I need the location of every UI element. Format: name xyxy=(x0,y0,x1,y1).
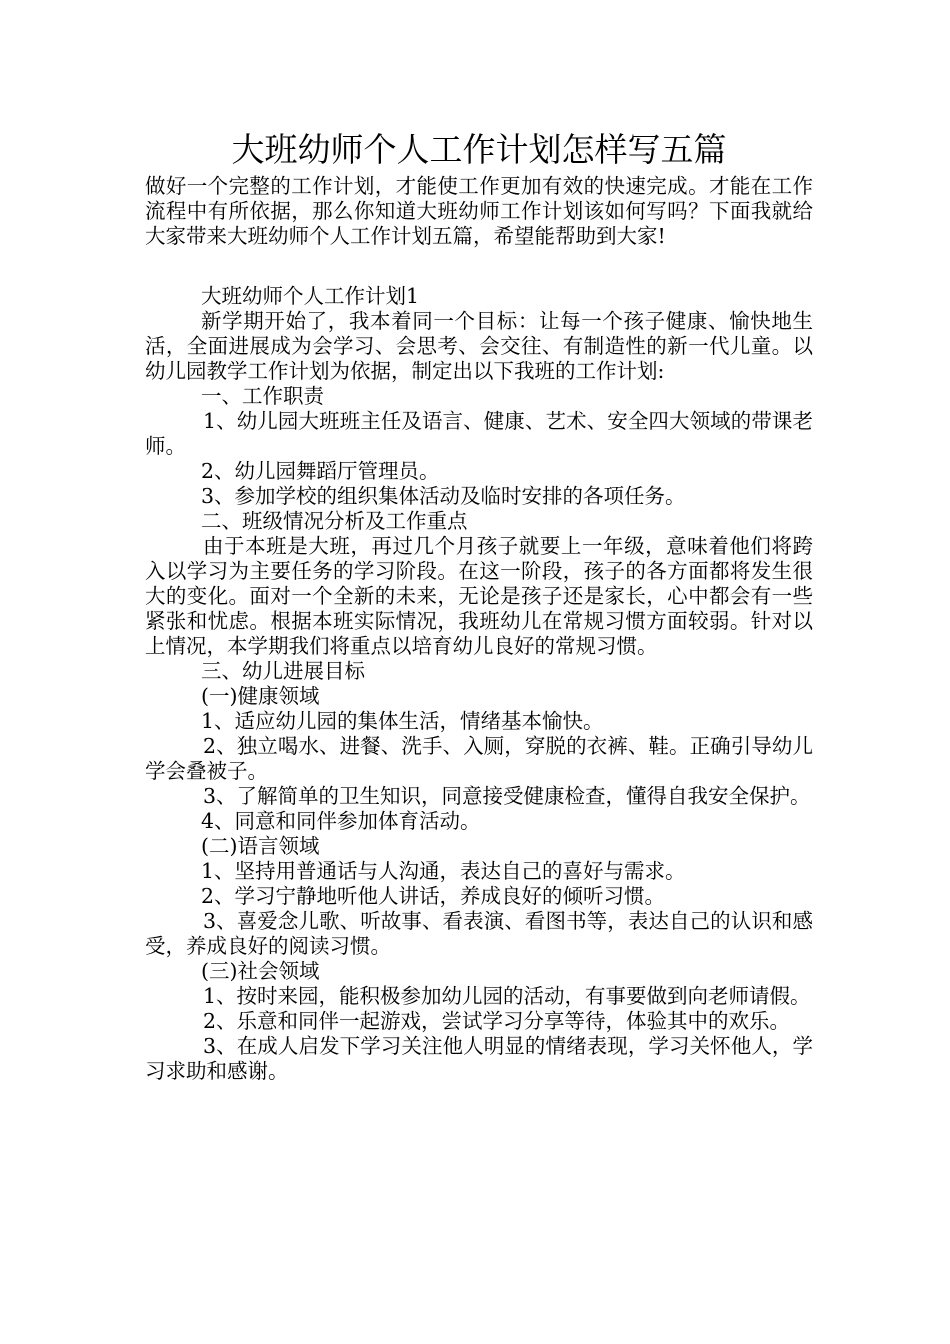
list-item: 2、幼儿园舞蹈厅管理员。 xyxy=(201,459,440,483)
subsection-heading: (二)语言领域 xyxy=(201,834,320,858)
list-item: 1、适应幼儿园的集体生活，情绪基本愉快。 xyxy=(201,709,604,733)
list-item: 2、学习宁静地听他人讲话，养成良好的倾听习惯。 xyxy=(201,884,666,908)
list-item: 2、乐意和同伴一起游戏，尝试学习分享等待，体验其中的欢乐。 xyxy=(203,1009,791,1033)
list-item: 1、按时来园，能积极参加幼儿园的活动，有事要做到向老师请假。 xyxy=(203,984,811,1008)
paragraph-gap xyxy=(145,249,813,284)
body-paragraph: 由于本班是大班，再过几个月孩子就要上一年级，意味着他们将跨入以学习为主要任务的学习阶段。在这一阶段，孩子的各方面都将发生很大的变化。面对一个全新的未来，无论是孩子还是家长，心中都会有一些紧张和忧虑。根据本班实际情况，我班幼儿在常规习惯方面较弱。针对以上情况，本学期我们将重点以培育幼儿良好的常规习惯。 xyxy=(145,534,813,658)
list-item: 4、同意和同伴参加体育活动。 xyxy=(201,809,481,833)
list-item: 3、喜爱念儿歌、听故事、看表演、看图书等，表达自己的认识和感受，养成良好的阅读习惯。 xyxy=(145,909,813,958)
section-heading: 三、幼儿进展目标 xyxy=(201,659,365,683)
subsection-heading: (三)社会领域 xyxy=(201,959,320,983)
list-item: 3、在成人启发下学习关注他人明显的情绪表现，学习关怀他人，学习求助和感谢。 xyxy=(145,1034,813,1083)
list-item: 3、参加学校的组织集体活动及临时安排的各项任务。 xyxy=(201,484,686,508)
intro-paragraph: 做好一个完整的工作计划，才能使工作更加有效的快速完成。才能在工作流程中有所依据，那么你知道大班幼师工作计划该如何写吗？下面我就给大家带来大班幼师个人工作计划五篇，希望能帮助到大家! xyxy=(145,174,813,248)
body-paragraph: 新学期开始了，我本着同一个目标：让每一个孩子健康、愉快地生活，全面进展成为会学习、会思考、会交往、有制造性的新一代儿童。以幼儿园教学工作计划为依据，制定出以下我班的工作计划: xyxy=(145,309,813,383)
list-item: 1、坚持用普通话与人沟通，表达自己的喜好与需求。 xyxy=(201,859,686,883)
subsection-heading: (一)健康领域 xyxy=(201,684,320,708)
section-heading: 一、工作职责 xyxy=(201,384,324,408)
list-item: 1、幼儿园大班班主任及语言、健康、艺术、安全四大领域的带课老师。 xyxy=(145,409,813,458)
document-page xyxy=(145,128,813,1084)
list-item: 2、独立喝水、进餐、洗手、入厕，穿脱的衣裤、鞋。正确引导幼儿学会叠被子。 xyxy=(145,734,813,783)
section-heading-plan-1: 大班幼师个人工作计划1 xyxy=(201,284,420,308)
list-item: 3、了解简单的卫生知识，同意接受健康检查，懂得自我安全保护。 xyxy=(203,784,811,808)
section-heading: 二、班级情况分析及工作重点 xyxy=(201,509,468,533)
document-title: 大班幼师个人工作计划怎样写五篇 xyxy=(231,130,727,169)
